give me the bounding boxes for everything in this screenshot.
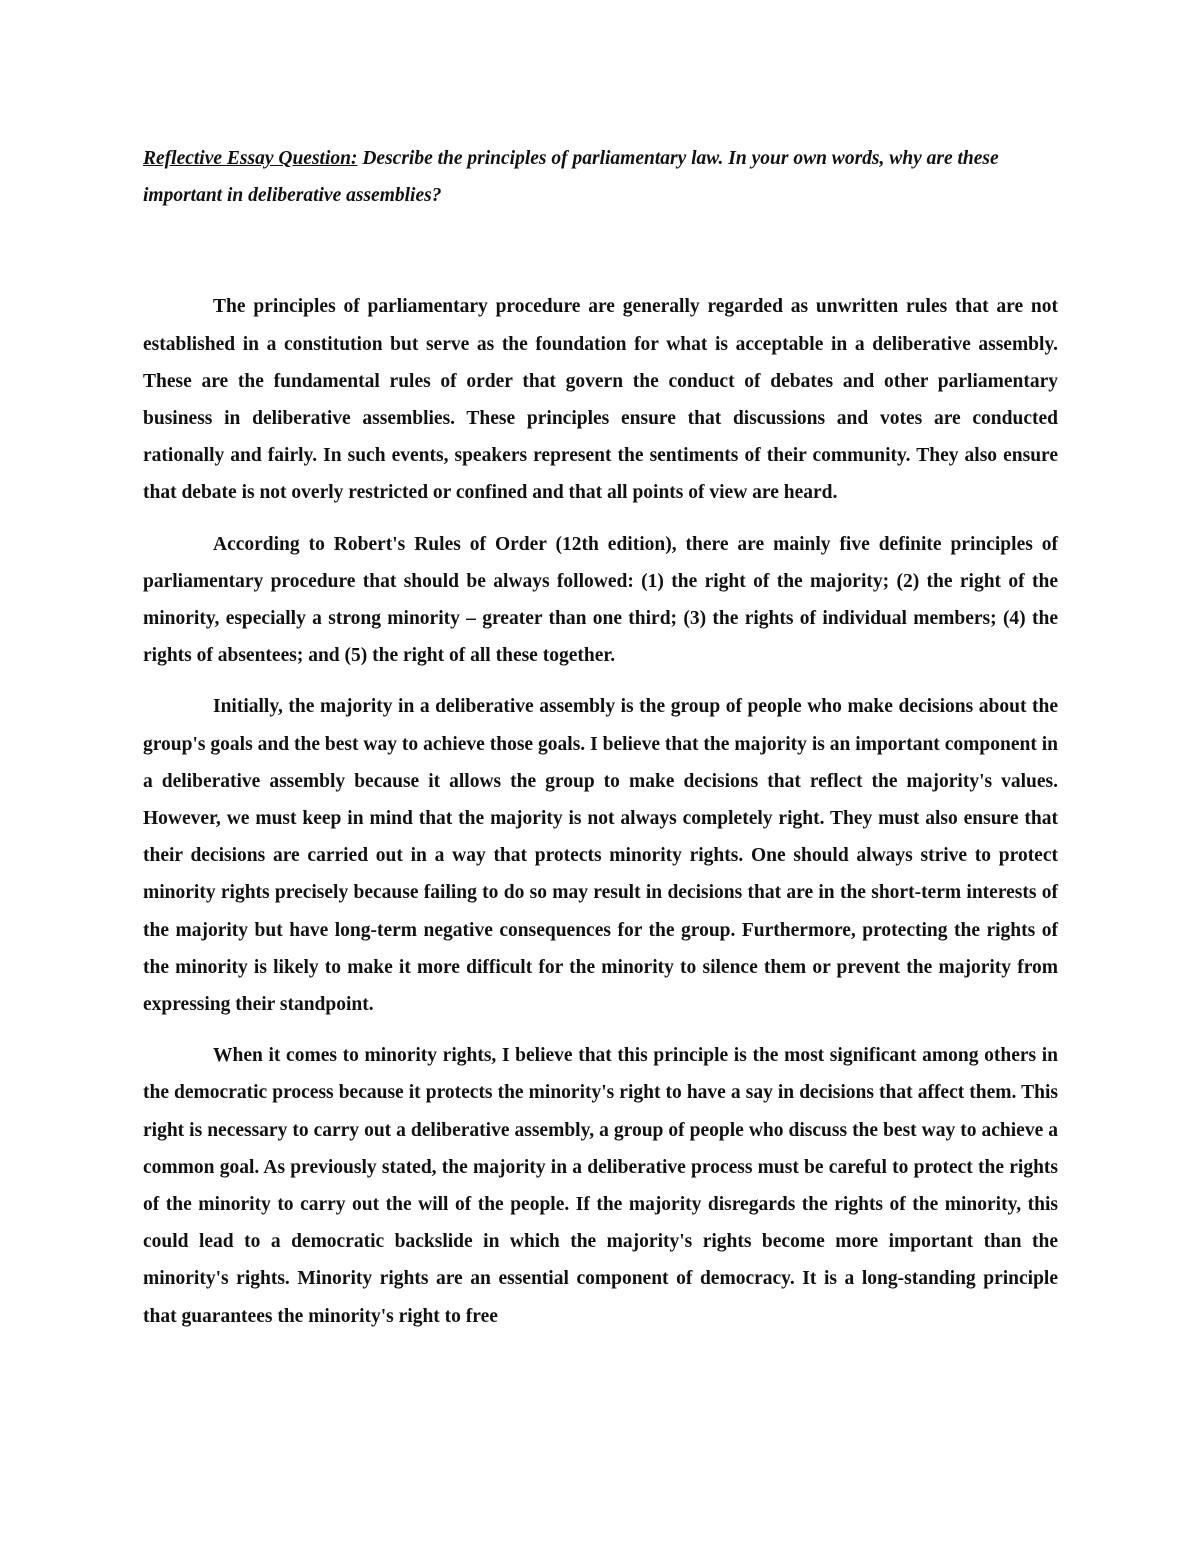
document-body (143, 140, 1058, 1335)
question-spacer (143, 214, 1058, 288)
essay-question-text: Describe the principles of parliamentary law. In your own words, why are these important in deliberative assemblies? (143, 148, 999, 207)
paragraph-1: The principles of parliamentary procedure are generally regarded as unwritten rules that are not established in a constitution but serve as the foundation for what is acceptable in a deliberative assembly. These are the fundamental rules of order that govern the conduct of debates and other parliamentary business in deliberative assemblies. These principles ensure that discussions and votes are conducted rationally and fairly. In such events, speakers represent the sentiments of their community. They also ensure that debate is not overly restricted or confined and that all points of view are heard. (143, 296, 1058, 504)
paragraph-3: Initially, the majority in a deliberative assembly is the group of people who make decisions about the group's goals and the best way to achieve those goals. I believe that the majority is an important component in a deliberative assembly because it allows the group to make decisions that reflect the majority's values. However, we must keep in mind that the majority is not always completely right. They must also ensure that their decisions are carried out in a way that protects minority rights. One should always strive to protect minority rights precisely because failing to do so may result in decisions that are in the short-term interests of the majority but have long-term negative consequences for the group. Furthermore, protecting the rights of the minority is likely to make it more difficult for the minority to silence them or prevent the majority from expressing their standpoint. (143, 696, 1058, 1016)
essay-question-label: Reflective Essay Question: (143, 148, 358, 169)
essay-question (143, 140, 1058, 214)
paragraph-4: When it comes to minority rights, I believe that this principle is the most significant among others in the democratic process because it protects the minority's right to have a say in decisions that affect them. This right is necessary to carry out a deliberative assembly, a group of people who discuss the best way to achieve a common goal. As previously stated, the majority in a deliberative process must be careful to protect the rights of the minority to carry out the will of the people. If the majority disregards the rights of the minority, this could lead to a democratic backslide in which the majority's rights become more important than the minority's rights. Minority rights are an essential component of democracy. It is a long-standing principle that guarantees the minority's right to free (143, 1045, 1058, 1327)
paragraph-2: According to Robert's Rules of Order (12th edition), there are mainly five definite principles of parliamentary procedure that should be always followed: (1) the right of the majority; (2) the right of the minority, especially a strong minority – greater than one third; (3) the rights of individual members; (4) the rights of absentees; and (5) the right of all these together. (143, 533, 1058, 667)
